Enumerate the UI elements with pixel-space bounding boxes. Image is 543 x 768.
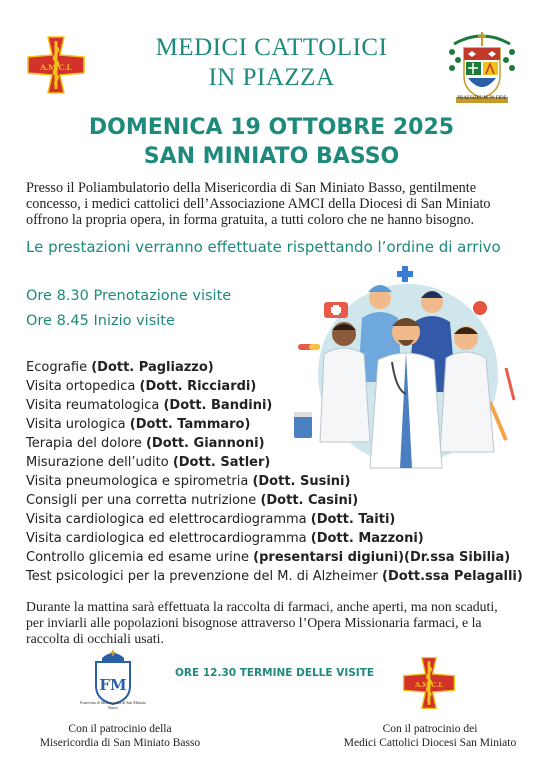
service-name: Misurazione dell’udito	[26, 455, 169, 470]
service-doctor: (Dott. Ricciardi)	[139, 379, 257, 394]
patron-left-line2: Misericordia di San Miniato Basso	[39, 737, 201, 749]
service-doctor: (Dott. Mazzoni)	[310, 531, 424, 546]
service-item	[26, 379, 256, 394]
service-name: Terapia del dolore	[26, 436, 142, 451]
event-date: DOMENICA 19 OTTOBRE 2025	[88, 115, 455, 140]
service-doctor: (Dott. Taiti)	[310, 512, 396, 527]
service-doctor: (Dott. Tammaro)	[129, 417, 251, 432]
doctors-illustration	[284, 262, 528, 476]
amci-logo-text: A.M.C.I.	[39, 62, 73, 72]
service-doctor: (Dott. Giannoni)	[145, 436, 265, 451]
service-name: Controllo glicemia ed esame urine	[26, 550, 250, 565]
notes-paragraph: Durante la mattina sarà effettuata la raccolta di farmaci, anche aperti, ma non scaduti, per inviarli alle popolazioni bisognose attraverso l’Opera Missionaria farmaci, e la raccolta di occhiali usati.	[26, 599, 498, 646]
service-doctor-extra: (Dr.ssa Sibilia)	[404, 550, 511, 565]
service-item	[26, 398, 272, 413]
service-item	[26, 360, 214, 375]
patron-right-line2: Medici Cattolici Diocesi San Miniato	[343, 737, 517, 749]
service-item	[26, 531, 424, 546]
service-doctor: (Dott. Bandini)	[163, 398, 273, 413]
intro-paragraph: Presso il Poliambulatorio della Misericordia di San Miniato Basso, gentilmente concesso, i medici cattolici dell’Associazione AMCI della Diocesi di San Miniato offrono la propria opera, in forma gratuita, a tutti coloro che ne hanno bisogno.	[26, 180, 491, 228]
misericordia-logo-text: Fraternita di Misericordia di San Miniato Basso	[80, 700, 146, 710]
patron-left	[30, 722, 210, 750]
misericordia-logo	[80, 650, 146, 710]
service-name: Test psicologici per la prevenzione del M. di Alzheimer	[26, 569, 378, 584]
service-item	[26, 493, 358, 508]
amci-logo-bottom-text: A.M.C.I.	[414, 680, 444, 689]
service-doctor: (Dott.ssa Pelagalli)	[382, 569, 523, 584]
patron-right-line1: Con il patrocinio dei	[382, 723, 478, 735]
service-name: Visita reumatologica	[26, 398, 160, 413]
end-time: ORE 12.30 TERMINE DELLE VISITE	[175, 667, 375, 679]
svg-text:FM: FM	[99, 676, 127, 694]
service-doctor: (Dott. Satler)	[172, 455, 271, 470]
service-doctor: (Dott. Pagliazzo)	[91, 360, 214, 375]
service-name: Consigli per una corretta nutrizione	[26, 493, 257, 508]
service-item	[26, 436, 265, 451]
service-name: Ecografie	[26, 360, 88, 375]
service-name: Visita cardiologica ed elettrocardiogramma	[26, 512, 307, 527]
service-doctor: (presentarsi digiuni)	[253, 550, 405, 565]
crest-motto: PRAESIDIUM IN FIDE	[457, 96, 507, 101]
service-name: Visita urologica	[26, 417, 126, 432]
patron-right	[330, 722, 530, 750]
arrival-notice: Le prestazioni verranno effettuate rispettando l’ordine di arrivo	[26, 238, 501, 256]
service-item	[26, 550, 510, 565]
service-name: Visita ortopedica	[26, 379, 136, 394]
service-item	[26, 512, 395, 527]
service-name: Visita pneumologica e spirometria	[26, 474, 249, 489]
schedule-start: Ore 8.45 Inizio visite	[26, 313, 175, 329]
service-item	[26, 455, 270, 470]
service-name: Visita cardiologica ed elettrocardiogramma	[26, 531, 307, 546]
patron-left-line1: Con il patrocinio della	[68, 723, 172, 735]
service-item	[26, 569, 523, 584]
service-item	[26, 474, 350, 489]
service-item	[26, 417, 250, 432]
event-place: SAN MINIATO BASSO	[143, 144, 400, 169]
service-doctor: (Dott. Susini)	[252, 474, 351, 489]
service-doctor: (Dott. Casini)	[260, 493, 359, 508]
amci-logo-bottom	[400, 654, 458, 712]
title-line-1: MEDICI CATTOLICI	[155, 34, 388, 61]
schedule-booking: Ore 8.30 Prenotazione visite	[26, 288, 232, 304]
title-line-2: IN PIAZZA	[208, 64, 335, 91]
